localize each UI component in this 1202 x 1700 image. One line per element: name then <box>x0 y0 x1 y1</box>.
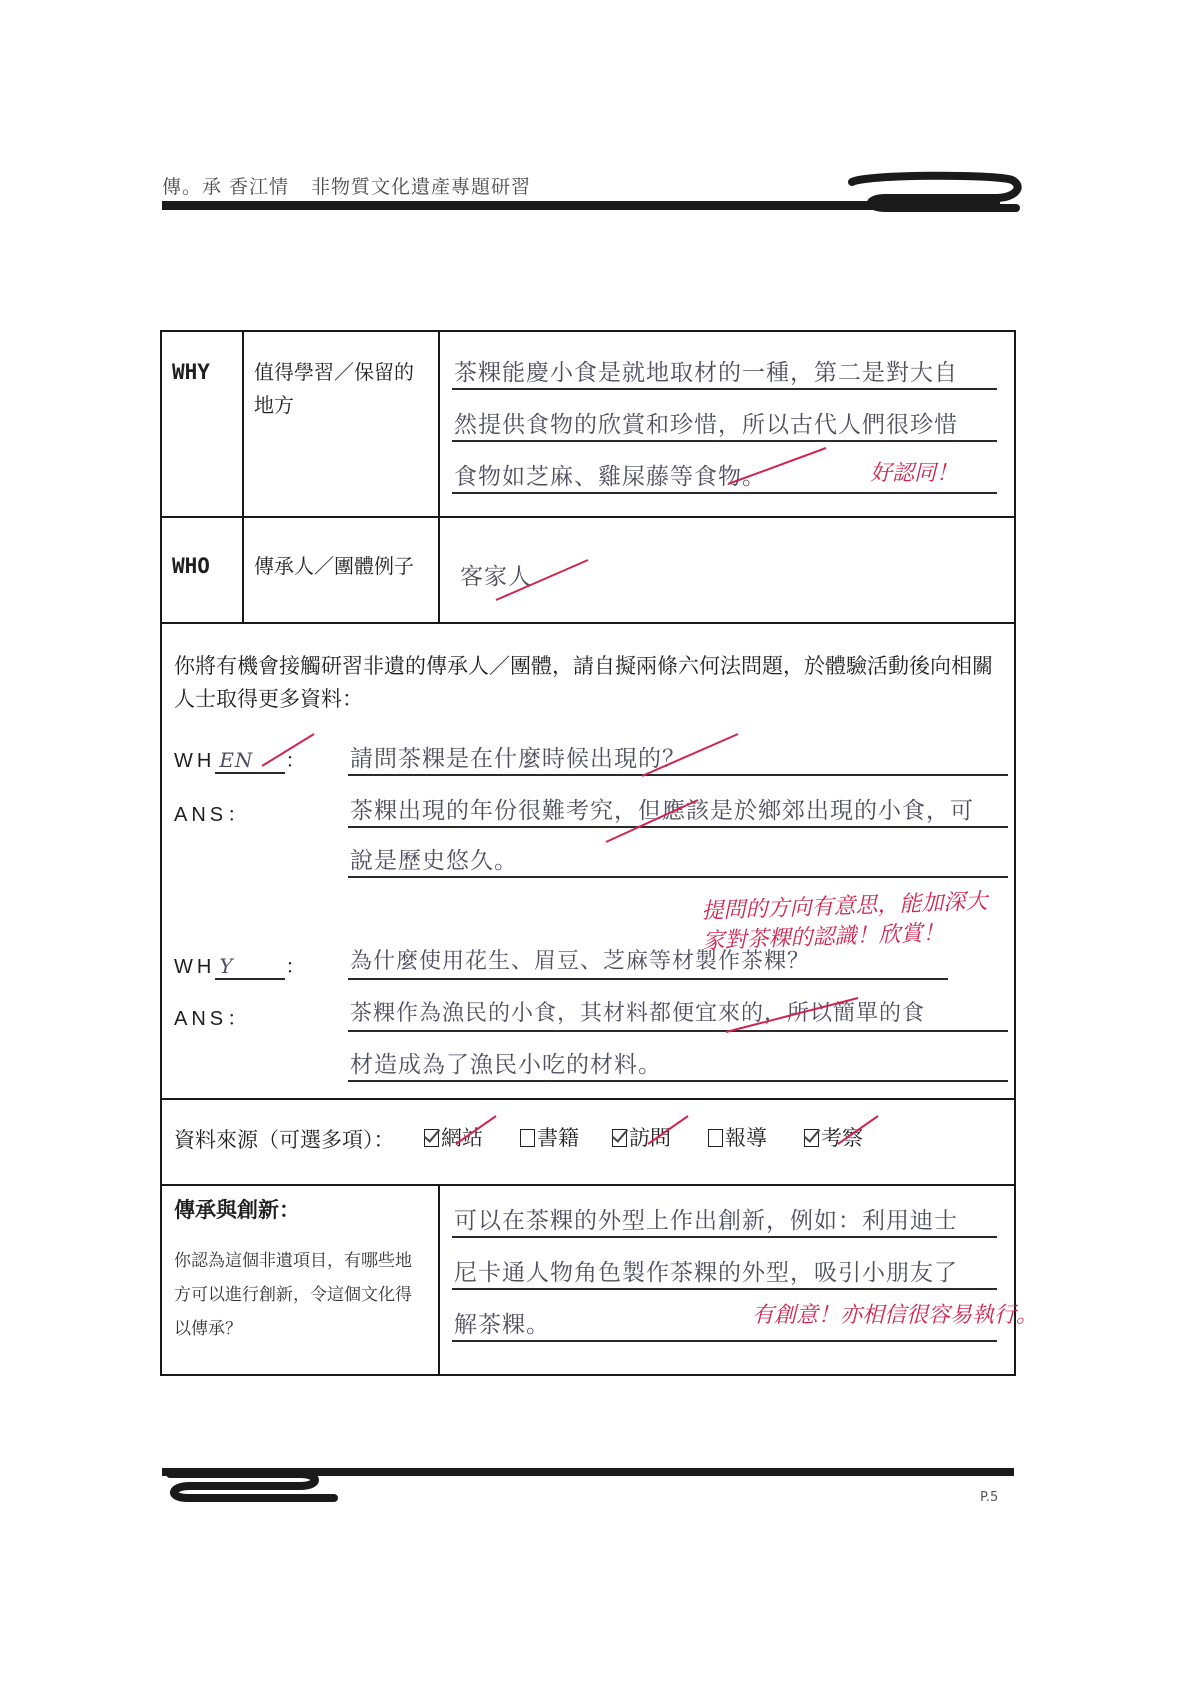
who-description: 傳承人／團體例子 <box>254 554 414 578</box>
answer-underline <box>348 978 948 980</box>
answer-underline <box>348 876 1008 878</box>
q2-question: 為什麼使用花生、眉豆、芝麻等材製作茶粿？ <box>350 949 811 974</box>
source-option-report[interactable]: 報導 <box>708 1122 767 1152</box>
innovation-answer-line-2: 尼卡通人物角色製作茶粿的外型，吸引小朋友了 <box>454 1260 958 1286</box>
answer-underline <box>452 1236 997 1238</box>
teacher-check-mark <box>602 730 742 850</box>
innovation-answer-line-3: 解茶粿。 <box>454 1312 550 1338</box>
teacher-check-mark <box>722 440 832 490</box>
source-option-books[interactable]: 書籍 <box>520 1122 579 1152</box>
q2-answer-line-2: 材造成為了漁民小吃的材料。 <box>350 1052 662 1078</box>
answer-underline <box>452 388 997 390</box>
answer-underline <box>348 1030 1008 1032</box>
q2-prefix: WH <box>174 956 216 978</box>
why-answer-line-1: 茶粿能慶小食是就地取材的一種，第二是對大自 <box>454 360 958 386</box>
q2-fill: Y <box>215 954 285 980</box>
q2-label: WH Y ： <box>174 954 310 978</box>
column-divider <box>438 1184 440 1376</box>
why-answer-line-3: 食物如芝麻、雞屎藤等食物。 <box>454 464 766 490</box>
q1-ans-label: ANS： <box>174 804 252 826</box>
page-number: P.5 <box>980 1490 999 1505</box>
innovation-answer-line-1: 可以在茶粿的外型上作出創新，例如：利用迪士 <box>454 1208 958 1234</box>
teacher-check-mark <box>492 554 592 604</box>
row-divider <box>162 516 1014 518</box>
q1-answer-line-2: 說是歷史悠久。 <box>350 848 518 874</box>
source-option-interview[interactable]: 訪問 <box>612 1122 671 1152</box>
q1-label: WH EN ： <box>174 748 310 772</box>
question-prompt: 你將有機會接觸研習非遺的傳承人／團體，請自擬兩條六何法問題，於體驗活動後向相關人士取得更多資料： <box>174 654 993 711</box>
q1-fill: EN <box>215 748 285 774</box>
answer-underline <box>452 1340 997 1342</box>
qa-teacher-comment: 提問的方向有意思，能加深大家對茶粿的認識！欣賞！ <box>701 889 988 955</box>
header-swirl-ornament <box>846 170 1026 214</box>
checkbox-icon[interactable] <box>424 1129 439 1147</box>
row-divider <box>162 622 1014 624</box>
row-divider <box>162 1098 1014 1100</box>
why-label: WHY <box>172 360 210 384</box>
row-divider <box>162 1184 1014 1186</box>
why-answer-line-2: 然提供食物的欣賞和珍惜，所以古代人們很珍惜 <box>454 412 958 438</box>
innovation-teacher-comment: 有創意！亦相信很容易執行。 <box>752 1303 1039 1328</box>
header-title <box>162 172 531 199</box>
sources-label: 資料來源（可選多項）： <box>174 1128 395 1152</box>
q2-ans-label: ANS： <box>174 1008 252 1030</box>
who-answer: 客家人 <box>460 564 532 590</box>
innovation-title: 傳承與創新： <box>174 1198 300 1222</box>
worksheet-table <box>160 330 1039 1376</box>
q1-question: 請問茶粿是在什麼時候出現的？ <box>350 746 686 772</box>
teacher-check-mark <box>258 730 318 770</box>
answer-underline <box>452 1288 997 1290</box>
column-divider <box>438 332 440 622</box>
column-divider <box>242 332 244 622</box>
why-description: 值得學習／保留的地方 <box>254 360 414 417</box>
source-option-field-study[interactable]: 考察 <box>804 1122 863 1152</box>
q1-prefix: WH <box>174 750 216 772</box>
why-teacher-comment: 好認同！ <box>870 461 959 486</box>
who-label: WHO <box>172 554 210 578</box>
header-series: 傳。承 香江情 <box>162 176 290 198</box>
teacher-check-mark <box>452 1108 882 1148</box>
innovation-description: 你認為這個非遺項目，有哪些地方可以進行創新，令這個文化得以傳承？ <box>174 1251 412 1339</box>
answer-underline <box>452 492 997 494</box>
source-option-website[interactable]: 網站 <box>424 1122 483 1152</box>
answer-underline <box>348 1080 1008 1082</box>
teacher-check-mark <box>722 992 862 1036</box>
q1-answer-line-1: 茶粿出現的年份很難考究，但應該是於鄉郊出現的小食，可 <box>350 798 974 824</box>
q2-answer-line-1: 茶粿作為漁民的小食，其材料都便宜來的，所以簡單的食 <box>350 1001 926 1026</box>
header-subtitle: 非物質文化遺產專題研習 <box>311 176 532 198</box>
footer-rule <box>162 1468 1014 1476</box>
